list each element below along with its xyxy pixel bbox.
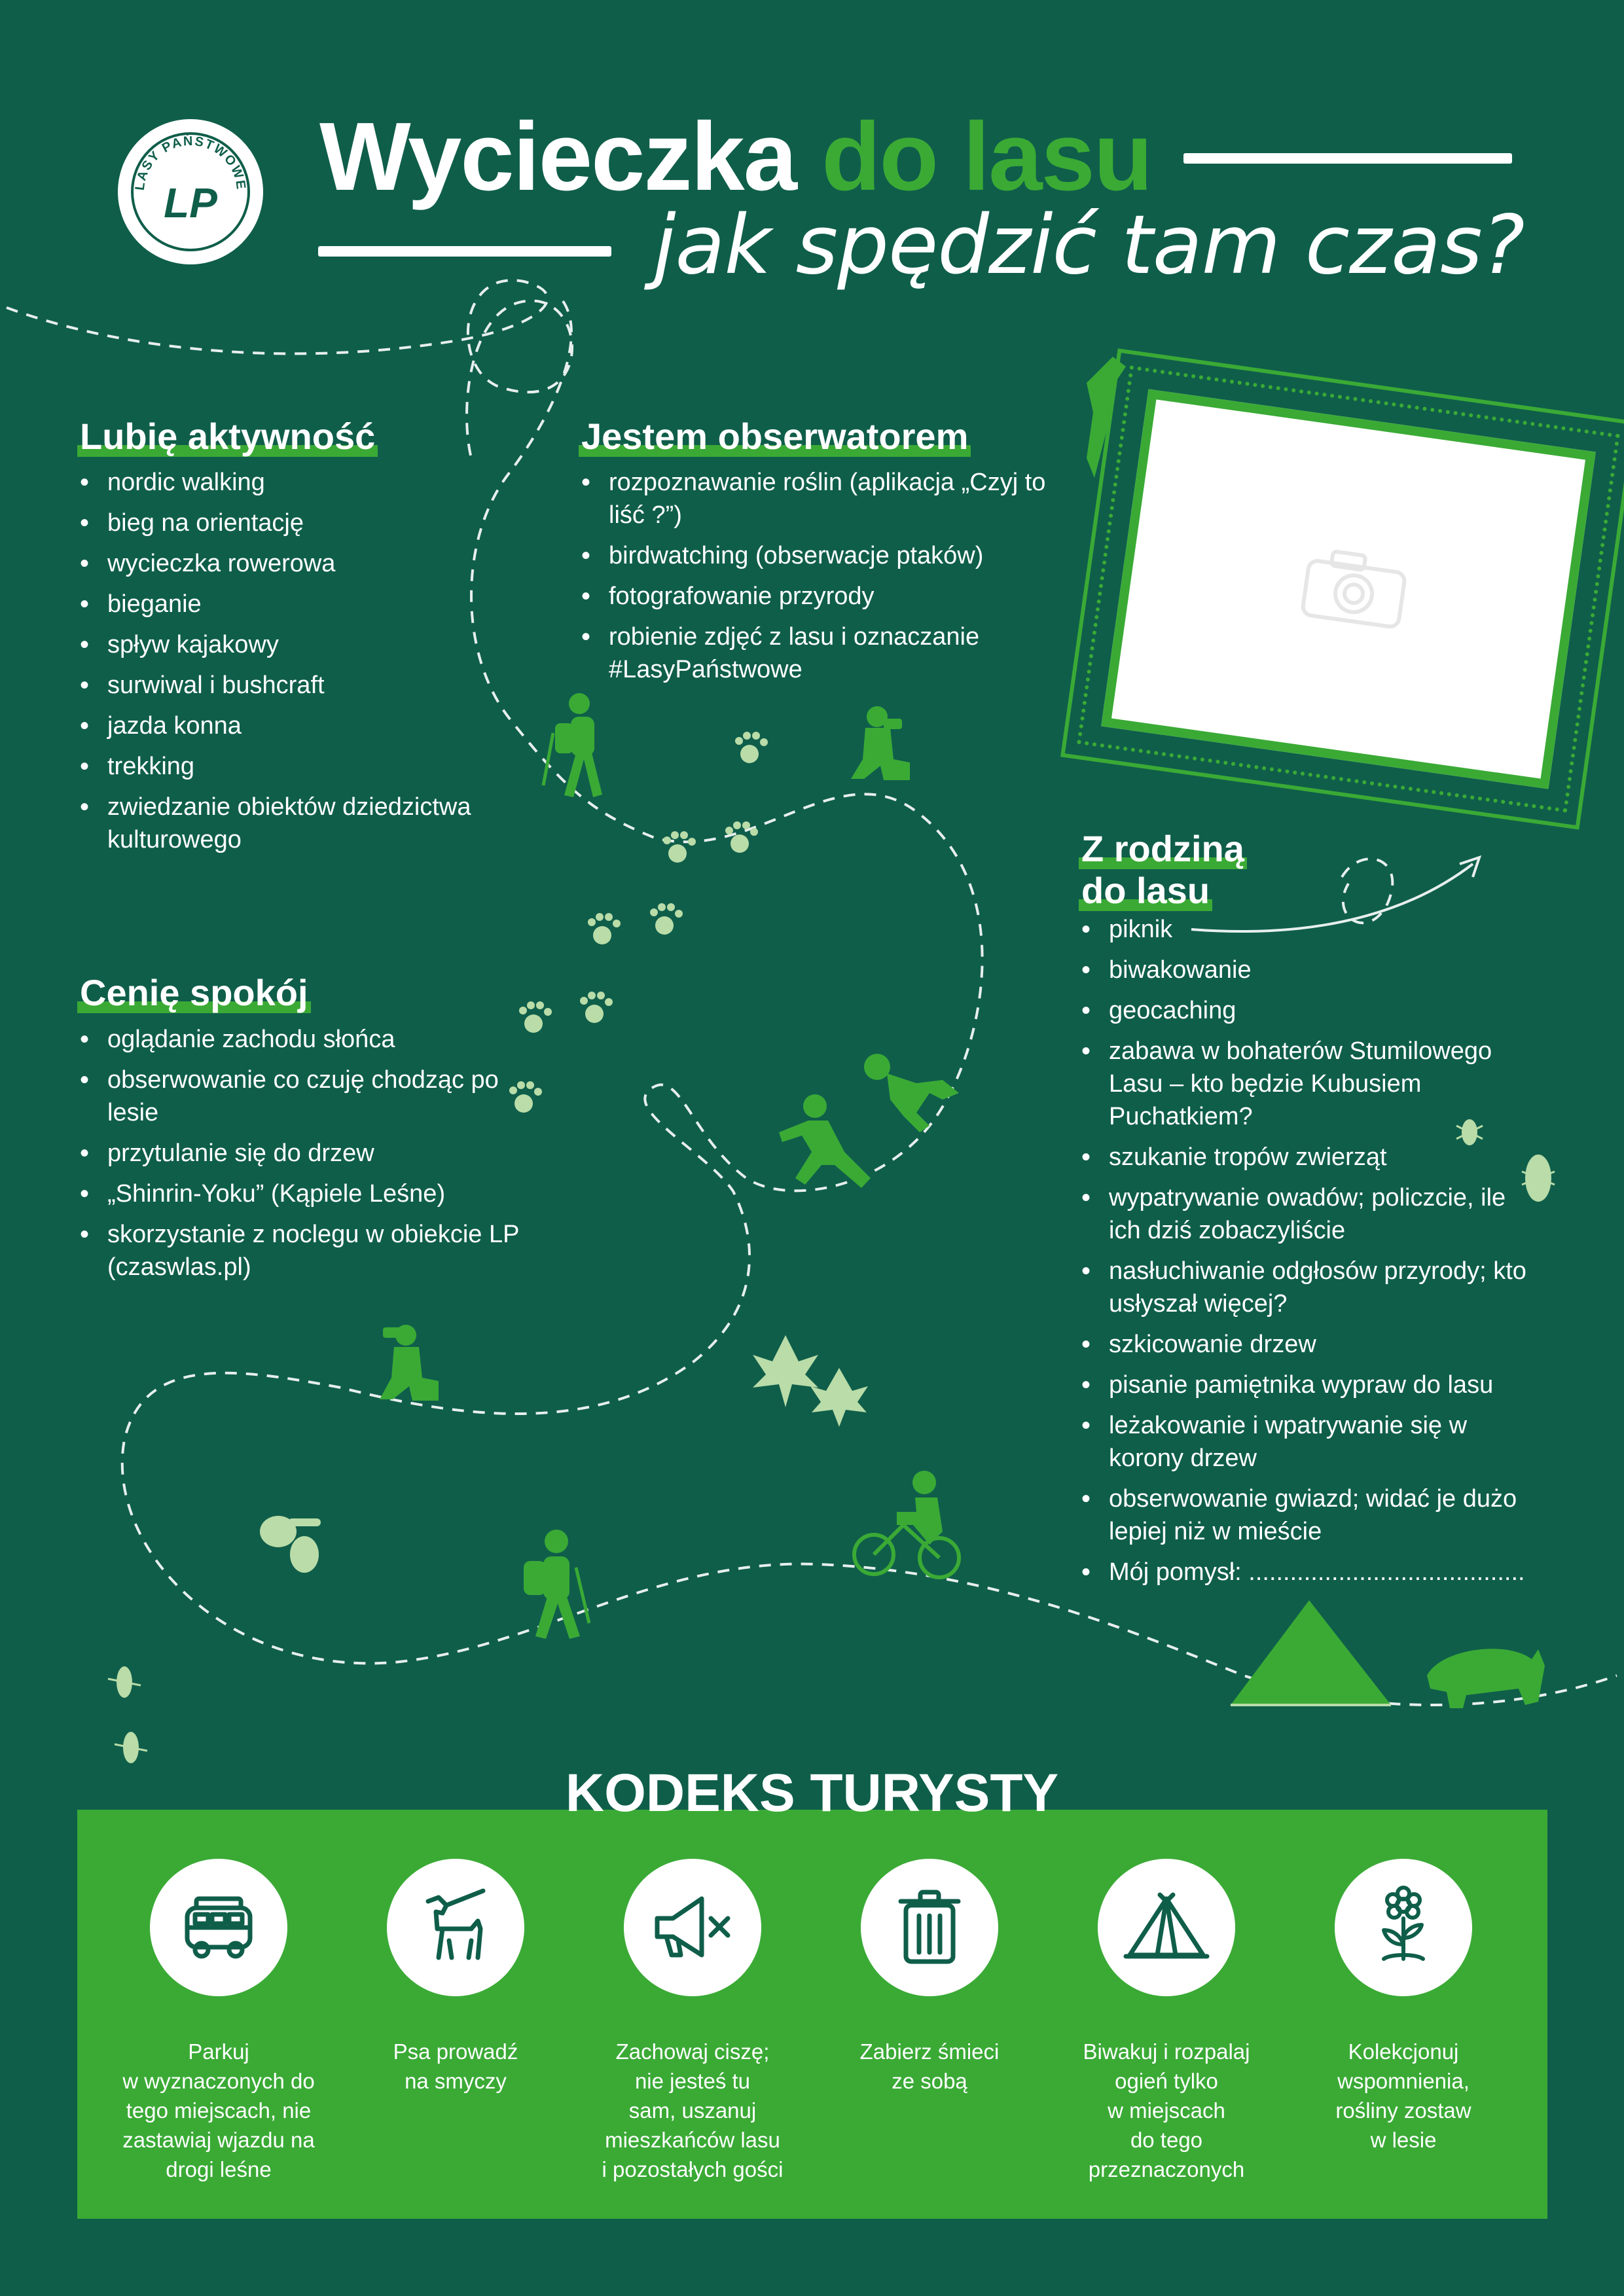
flower-icon: [1335, 1859, 1472, 1996]
list-item: • wypatrywanie owadów; policzcie, ile ich dziś zobaczyliście: [1079, 1181, 1537, 1247]
list-item: • zabawa w bohaterów Stumilowego Lasu – kto będzie Kubusiem Puchatkiem?: [1079, 1035, 1537, 1133]
list-item: • spływ kajakowy: [77, 628, 535, 661]
list-item: • oglądanie zachodu słońca: [77, 1023, 549, 1056]
dog-on-leash-icon: [387, 1859, 524, 1996]
logo-emblem-icon: [118, 119, 263, 264]
title-part-2: do lasu: [821, 103, 1152, 211]
title-rule-right: [1183, 153, 1512, 164]
list-item: • obserwowanie co czuję chodząc po lesie: [77, 1064, 549, 1129]
section-title-observer: [579, 416, 971, 457]
lasy-panstwowe-logo: [118, 119, 263, 264]
kodeks-rule-text: Parkuj w wyznaczonych do tego miejscach, nie zastawiaj wjazdu na drogi leśne: [122, 2039, 315, 2181]
list-item: • bieg na orientację: [77, 507, 535, 539]
title-rule-left: [318, 246, 611, 257]
section-title-calm-text: Cenię spokój: [77, 972, 311, 1013]
list-item: • przytulanie się do drzew: [77, 1137, 549, 1170]
section-title-observer-text: Jestem obserwatorem: [579, 416, 971, 457]
photo-frame: [1060, 367, 1610, 812]
list-item: • leżakowanie i wpatrywanie się w korony drzew: [1079, 1409, 1537, 1475]
list-item: • robienie zdjęć z lasu i oznaczanie #LasyPaństwowe: [579, 620, 1050, 686]
list-item: • piknik: [1079, 913, 1537, 946]
logo-text: LASY PAŃSTWOWE: [132, 134, 249, 192]
list-calm: [77, 1023, 549, 1291]
kodeks-rule-dog: [344, 1859, 567, 2096]
kodeks-rule-silence: [581, 1859, 804, 2184]
photo-placeholder: [1101, 389, 1596, 789]
megaphone-muted-icon: [624, 1859, 761, 1996]
kodeks-rule-plants: [1292, 1859, 1515, 2155]
title-part-1: Wycieczka: [319, 103, 796, 211]
kodeks-title: KODEKS TURYSTY: [565, 1763, 1059, 1823]
kodeks-rule-text: Kolekcjonuj wspomnienia, rośliny zostaw w lesie: [1335, 2039, 1471, 2152]
list-item: • surwiwal i bushcraft: [77, 669, 535, 702]
list-item: • jazda konna: [77, 709, 535, 742]
list-family: [1079, 913, 1537, 1596]
section-title-family: [1079, 828, 1247, 912]
tent-icon: [1098, 1859, 1235, 1996]
list-item: • nordic walking: [77, 466, 535, 499]
page-subtitle: jak spędzić tam czas?: [653, 198, 1525, 293]
section-title-calm: [77, 972, 311, 1014]
list-item: • geocaching: [1079, 994, 1537, 1027]
list-active: [77, 466, 535, 864]
list-item: • szkicowanie drzew: [1079, 1328, 1537, 1361]
trash-can-icon: [861, 1859, 998, 1996]
kodeks-rule-parking: [107, 1859, 330, 2184]
list-item: • wycieczka rowerowa: [77, 547, 535, 580]
list-item: • obserwowanie gwiazd; widać je dużo lepiej niż w mieście: [1079, 1482, 1537, 1548]
list-item: • trekking: [77, 750, 535, 783]
list-item: • nasłuchiwanie odgłosów przyrody; kto usłyszał więcej?: [1079, 1255, 1537, 1320]
kodeks-rule-text: Zabierz śmieci ze sobą: [859, 2039, 1000, 2093]
section-title-active-text: Lubię aktywność: [77, 416, 378, 457]
list-item: • fotografowanie przyrody: [579, 580, 1050, 613]
list-item: • birdwatching (obserwacje ptaków): [579, 539, 1050, 572]
list-observer: [579, 466, 1050, 694]
list-item: • szukanie tropów zwierząt: [1079, 1141, 1537, 1174]
van-icon: [150, 1859, 287, 1996]
list-item: • skorzystanie z noclegu w obiekcie LP (czaswlas.pl): [77, 1218, 549, 1283]
list-item: • „Shinrin-Yoku” (Kąpiele Leśne): [77, 1177, 549, 1210]
kodeks-rule-camping: [1055, 1859, 1278, 2184]
kodeks-rule-text: Psa prowadź na smyczy: [393, 2039, 518, 2093]
list-item: • bieganie: [77, 588, 535, 620]
kodeks-rule-trash: [818, 1859, 1041, 2096]
list-item: • zwiedzanie obiektów dziedzictwa kulturowego: [77, 791, 535, 856]
logo-initials: LP: [164, 179, 217, 226]
list-item: • pisanie pamiętnika wypraw do lasu: [1079, 1369, 1537, 1401]
list-item: • biwakowanie: [1079, 954, 1537, 986]
list-item: • Mój pomysł: ........................................: [1079, 1556, 1537, 1588]
kodeks-rule-text: Biwakuj i rozpalaj ogień tylko w miejscach do tego przeznaczonych: [1083, 2039, 1250, 2181]
camera-icon: [1297, 540, 1412, 632]
section-title-active: [77, 416, 378, 457]
section-title-family-line1: Z rodziną: [1079, 828, 1247, 869]
section-title-family-line2: do lasu: [1079, 870, 1212, 911]
list-item: • rozpoznawanie roślin (aplikacja „Czyj to liść ?”): [579, 466, 1050, 531]
kodeks-rule-text: Zachowaj ciszę; nie jesteś tu sam, uszanuj mieszkańców lasu i pozostałych gości: [602, 2039, 784, 2181]
